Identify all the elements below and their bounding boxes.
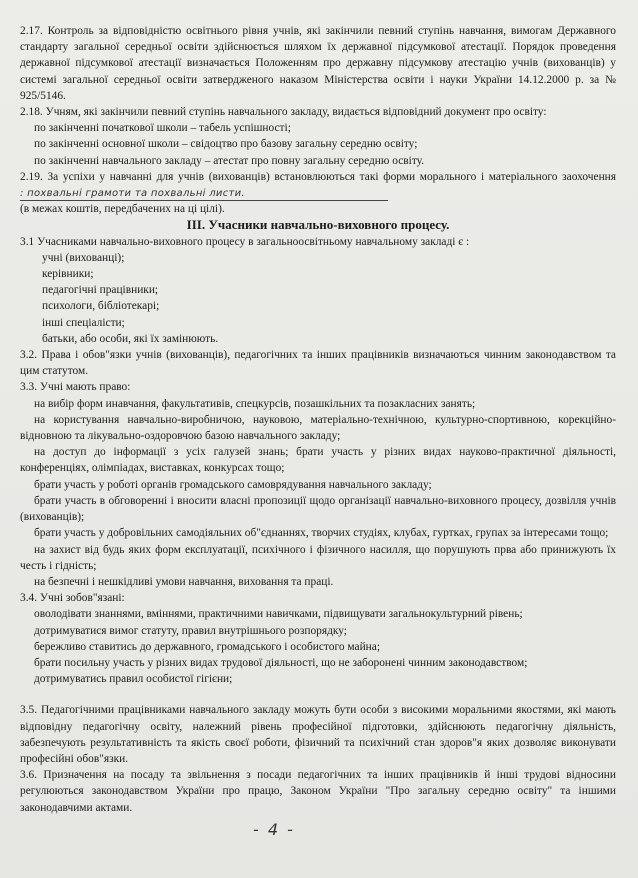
paragraph-2-19 [20, 169, 616, 201]
list-item: на доступ до інформації з усіх галузей знань; брати участь у різних видах науково-практичної діяльності, конференціях, олімпіадах, виставках, конкурсах тощо; [20, 446, 616, 475]
list-item: педагогічні працівники; [42, 284, 159, 297]
paragraph-2-17: 2.17. Контроль за відповідністю освітнього рівня учнів, які закінчили певний ступінь навчання, вимогам Державного стандарту загальної середньої освіти здійснюється шляхом їх державної підсумкової атестації. Порядок проведення державної підсумкової атестації визначається Положенням про державну підсумкову атестацію учнів (вихованців) у системі загальної середньої освіти затвердженого наказом Міністерства освіти і науки України 14.12.2000 р. за № 925/5146. [20, 25, 616, 102]
section-title: ІІІ. Учасники навчально-виховного процесу. [186, 217, 450, 233]
handwritten-note: : похвальні грамоти та похвальні листи. [20, 188, 388, 201]
list-item: психологи, бібліотекарі; [42, 300, 160, 313]
paragraph-3-3: 3.3. Учні мають право: [20, 381, 131, 394]
list-item: на вибір форм инавчання, факультативів, спецкурсів, позашкільних та позакласних занять; [34, 397, 476, 410]
list-item: на захист від будь яких форм експлуатації, психічного і фізичного насилля, що порушують прва або принижують їх честь і гідність; [20, 543, 616, 572]
list-item: на користування навчально-виробничою, науковою, матеріально-технічною, культурно-спортивною, корекційно-відновною та лікувально-оздоровчою базою навчального закладу; [20, 413, 616, 443]
paragraph-3-5: 3.5. Педагогічними працівниками навчального закладу можуть бути особи з високими моральними якостями, які мають відповідну педагогічну освіту, належний рівень професійної підготовки, здійснюють педагогічну діяльність, забезпечують результативність та якість своєї роботи, фізичний та психічний стан здоров"я яких дозволяє виконувати професійні обов"язки. [20, 704, 616, 765]
list-item: брати посильну участь у різних видах трудової діяльності, що не заборонені чинним законодавством; [34, 656, 528, 669]
list-item: дотримуватися вимог статуту, правил внутрішнього розпорядку; [34, 624, 347, 637]
list-item: брати участь в обговоренні і вносити власні пропозиції щодо організації навчально-виховного процесу, дозвілля учнів (вихованців); [20, 494, 616, 524]
document-body [20, 23, 616, 816]
list-item: батьки, або особи, які їх замінюють. [42, 332, 219, 345]
paragraph-3-2: 3.2. Права і обов"язки учнів (вихованців), педагогічних та інших працівників визначаються чинним законодавством та цим статутом. [20, 349, 616, 378]
page-number: - 4 - [253, 820, 295, 839]
paragraph-3-1: 3.1 Учасниками навчально-виховного процесу в загальноосвітньому навчальному закладі є : [20, 235, 470, 248]
paragraph-2-18: 2.18. Учням, які закінчили певний ступінь навчального закладу, видається відповідний документ про освіту: [20, 106, 547, 119]
paragraph-3-4: 3.4. Учні зобов"язані: [20, 592, 125, 605]
paragraph-3-6: 3.6. Призначення на посаду та звільнення з посади педагогічних та інших працівників й інші трудові відносини регулюються законодавством України про працю, Законом України "Про загальну середню освіту" та іншими законодавчими актами. [20, 769, 616, 814]
list-item: керівники; [42, 268, 94, 281]
list-item: на безпечні і нешкідливі умови навчання, виховання та праці. [34, 575, 334, 588]
list-item: по закінченні початкової школи – табель успішності; [34, 122, 291, 135]
list-item: інші спеціалісти; [42, 316, 125, 329]
list-item: бережливо ставитись до державного, громадського і особистого майна; [34, 640, 380, 653]
paragraph-2-19-text: 2.19. За успіхи у навчанні для учнів (вихованців) встановлюються такі форми морального і матеріального заохочення [20, 170, 616, 183]
list-item: по закінченні основної школи – свідоцтво про базову загальну середню освіту; [34, 138, 418, 151]
spacer [20, 687, 616, 702]
list-item: по закінченні навчального закладу – атестат про повну загальну середню освіту. [34, 154, 425, 167]
list-item: оволодівати знаннями, вміннями, практичними навичками, підвищувати загальнокультурний рівень; [34, 608, 523, 621]
paragraph-2-19-note: (в межах коштів, передбачених на ці цілі). [20, 203, 225, 216]
list-item: учні (вихованці); [42, 251, 125, 264]
list-item: брати участь у добровільних самодіяльних об"єднаннях, творчих студіях, клубах, гуртках, групах за інтересами тощо; [34, 527, 609, 540]
list-item: брати участь у роботі органів громадського самоврядування навчального закладу; [34, 478, 432, 491]
list-item: дотримуватись правил особистої гігієни; [34, 673, 233, 686]
